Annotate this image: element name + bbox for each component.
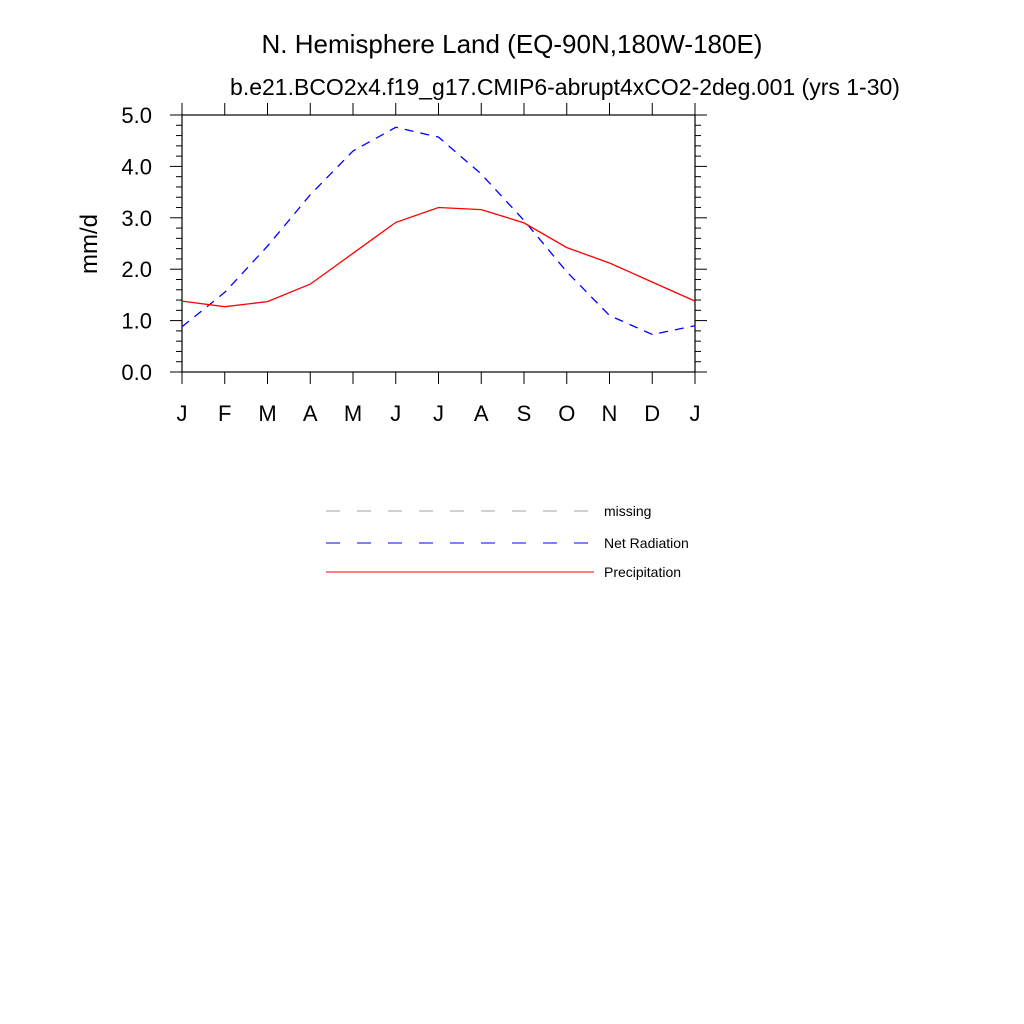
series-line-precipitation — [182, 208, 695, 307]
x-tick-label: D — [644, 401, 661, 426]
x-tick-label: M — [258, 401, 277, 426]
y-axis-label: mm/d — [76, 214, 103, 274]
legend-label: Precipitation — [604, 564, 682, 580]
x-tick-label: M — [343, 401, 363, 426]
y-axis — [121, 103, 707, 385]
legend-label: Net Radiation — [604, 535, 689, 551]
x-tick-label: F — [218, 401, 232, 426]
plot-border — [182, 115, 695, 372]
x-tick-label: N — [601, 401, 618, 426]
x-tick-label: J — [390, 401, 402, 426]
x-tick-label: J — [176, 401, 188, 426]
chart-title: N. Hemisphere Land (EQ-90N,180W-180E) — [261, 29, 763, 59]
x-tick-label: J — [689, 401, 701, 426]
series-layer — [181, 127, 695, 335]
y-tick-label: 1.0 — [121, 308, 152, 334]
y-tick-label: 3.0 — [121, 205, 152, 231]
y-tick-label: 4.0 — [121, 154, 152, 180]
y-tick-label: 5.0 — [121, 103, 152, 128]
chart-subtitle: b.e21.BCO2x4.f19_g17.CMIP6-abrupt4xCO2-2deg.001 (yrs 1-30) — [230, 74, 900, 100]
legend — [326, 503, 689, 580]
legend-label: missing — [604, 503, 652, 519]
x-tick-label: A — [302, 401, 318, 426]
x-axis — [177, 103, 701, 426]
x-tick-label: A — [473, 401, 489, 426]
x-tick-label: S — [516, 401, 532, 426]
x-tick-label: J — [433, 401, 444, 426]
y-tick-label: 0.0 — [121, 360, 152, 385]
plot-frame — [182, 115, 695, 372]
y-tick-label: 2.0 — [121, 257, 152, 283]
x-tick-label: O — [558, 401, 576, 426]
series-line-net-radiation — [182, 127, 695, 334]
